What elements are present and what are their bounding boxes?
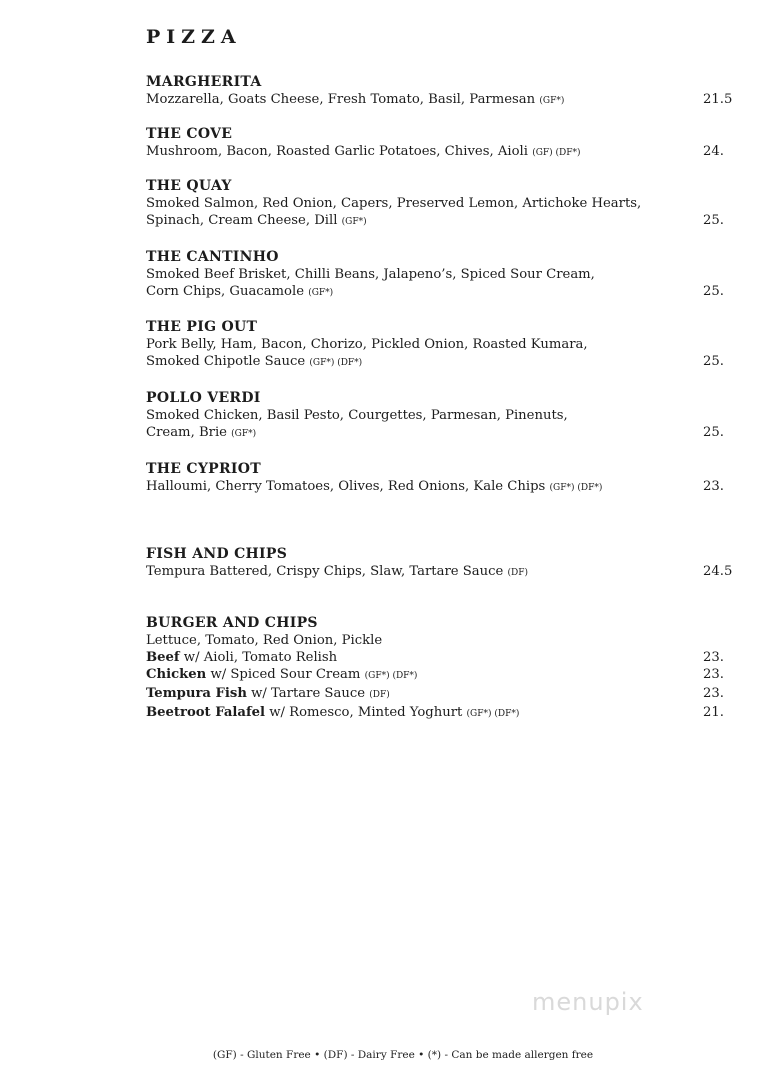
option-name: Beetroot Falafel [146, 705, 266, 720]
allergen-tags: (GF*) [539, 96, 565, 106]
item-description: Halloumi, Cherry Tomatoes, Olives, Red Onions, Kale Chips [146, 479, 546, 494]
allergen-tags: (GF*) (DF*) [466, 709, 520, 719]
option-description: w/ Aioli, Tomato Relish [179, 650, 338, 665]
allergen-tags: (DF) [369, 690, 390, 700]
menu-item-the-quay [146, 178, 736, 231]
item-description: Smoked Chicken, Basil Pesto, Courgettes, Parmesan, Pinenuts, [146, 408, 568, 423]
item-description-cont: Spinach, Cream Cheese, Dill [146, 213, 338, 228]
item-name: THE COVE [146, 126, 233, 142]
burger-option-beetroot-falafel [146, 704, 736, 723]
item-price: 21.5 [703, 92, 733, 107]
burger-option-beef [146, 649, 736, 666]
item-name: THE QUAY [146, 178, 232, 194]
item-description-cont: Cream, Brie [146, 425, 227, 440]
item-description: Smoked Beef Brisket, Chilli Beans, Jalapeno’s, Spiced Sour Cream, [146, 267, 595, 282]
item-name: THE CANTINHO [146, 249, 279, 265]
item-price: 23. [703, 479, 724, 494]
item-name: MARGHERITA [146, 74, 262, 90]
menupix-watermark: menupix [532, 988, 644, 1016]
item-description: Lettuce, Tomato, Red Onion, Pickle [146, 633, 383, 648]
pizza-section-title: PIZZA [146, 26, 242, 48]
item-price: 25. [703, 213, 724, 228]
option-name: Tempura Fish [146, 686, 247, 701]
item-name: THE PIG OUT [146, 319, 258, 335]
item-price: 25. [703, 284, 724, 299]
item-price: 25. [703, 354, 724, 369]
item-description-cont: Corn Chips, Guacamole [146, 284, 305, 299]
item-name: POLLO VERDI [146, 390, 261, 406]
allergen-tags: (GF) (DF*) [532, 148, 581, 158]
allergen-tags: (GF*) [231, 429, 257, 439]
menu-item-margherita [146, 74, 736, 110]
item-name: FISH AND CHIPS [146, 546, 288, 562]
item-description: Smoked Salmon, Red Onion, Capers, Preserved Lemon, Artichoke Hearts, [146, 196, 642, 211]
item-name: BURGER AND CHIPS [146, 615, 318, 631]
menu-item-pollo-verdi [146, 390, 736, 443]
menu-item-fish-and-chips [146, 546, 736, 582]
option-name: Beef [146, 650, 180, 665]
item-price: 23. [703, 650, 724, 665]
item-description-cont: Smoked Chipotle Sauce [146, 354, 306, 369]
option-description: w/ Romesco, Minted Yoghurt [265, 705, 463, 720]
burger-option-chicken [146, 666, 736, 685]
item-price: 24.5 [703, 564, 733, 579]
allergen-tags: (GF*) (DF*) [309, 358, 363, 368]
item-price: 23. [703, 667, 724, 682]
item-description: Tempura Battered, Crispy Chips, Slaw, Tartare Sauce [146, 564, 504, 579]
menu-item-the-cantinho [146, 249, 736, 302]
menu-item-the-cypriot [146, 461, 736, 497]
item-name: THE CYPRIOT [146, 461, 261, 477]
option-description: w/ Spiced Sour Cream [206, 667, 361, 682]
allergen-tags: (DF) [507, 568, 529, 578]
option-description: w/ Tartare Sauce [246, 686, 366, 701]
burger-option-tempura-fish [146, 685, 736, 704]
item-price: 25. [703, 425, 724, 440]
menu-item-the-cove [146, 126, 736, 162]
allergen-tags: (GF*) [308, 288, 334, 298]
option-name: Chicken [146, 667, 207, 682]
item-description: Mozzarella, Goats Cheese, Fresh Tomato, Basil, Parmesan [146, 92, 536, 107]
allergen-tags: (GF*) (DF*) [364, 671, 418, 681]
menu-item-burger-and-chips [146, 615, 736, 723]
menu-item-the-pig-out [146, 319, 736, 372]
item-price: 23. [703, 686, 724, 701]
allergen-tags: (GF*) [341, 217, 367, 227]
item-price: 21. [703, 705, 724, 720]
allergen-tags: (GF*) (DF*) [549, 483, 603, 493]
allergen-legend-footer: (GF) - Gluten Free • (DF) - Dairy Free • (*) - Can be made allergen free [212, 1049, 594, 1061]
item-description: Mushroom, Bacon, Roasted Garlic Potatoes, Chives, Aioli [146, 144, 528, 159]
item-description: Pork Belly, Ham, Bacon, Chorizo, Pickled Onion, Roasted Kumara, [146, 337, 588, 352]
item-price: 24. [703, 144, 724, 159]
